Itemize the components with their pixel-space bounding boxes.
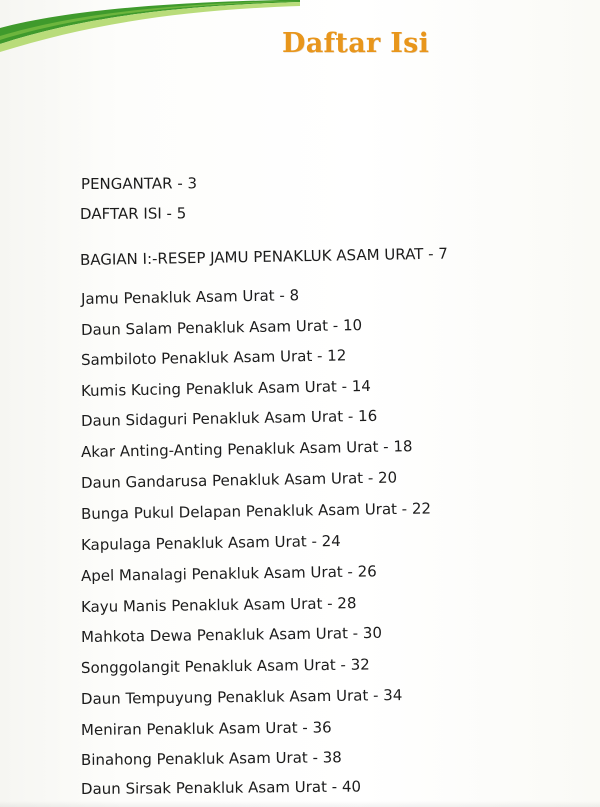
toc-entry[interactable]: Bunga Pukul Delapan Penakluk Asam Urat - 22 (80, 499, 432, 523)
toc-entry[interactable]: PENGANTAR - 3 (80, 174, 198, 193)
toc-entry[interactable]: Daun Salam Penakluk Asam Urat - 10 (80, 316, 363, 339)
toc-entry[interactable]: Daun Tempuyung Penakluk Asam Urat - 34 (80, 686, 403, 708)
toc-entry[interactable]: Sambiloto Penakluk Asam Urat - 12 (80, 346, 347, 369)
toc-entry[interactable]: DAFTAR ISI - 5 (79, 204, 187, 223)
toc-entry[interactable]: Apel Manalagi Penakluk Asam Urat - 26 (80, 562, 377, 585)
toc-entry[interactable]: Binahong Penakluk Asam Urat - 38 (80, 748, 342, 769)
toc-entry[interactable]: Meniran Penakluk Asam Urat - 36 (80, 718, 332, 739)
toc-section-heading[interactable]: BAGIAN I:-RESEP JAMU PENAKLUK ASAM URAT - 7 (79, 244, 449, 269)
toc-entry[interactable]: Kapulaga Penakluk Asam Urat - 24 (80, 531, 341, 554)
toc-entry[interactable]: Songgolangit Penakluk Asam Urat - 32 (80, 655, 370, 677)
toc-entry[interactable]: Jamu Penakluk Asam Urat - 8 (80, 286, 300, 308)
toc-entry[interactable]: Kayu Manis Penakluk Asam Urat - 28 (80, 594, 357, 616)
toc-entry[interactable]: Daun Gandarusa Penakluk Asam Urat - 20 (80, 468, 398, 492)
toc-entry[interactable]: Kumis Kucing Penakluk Asam Urat - 14 (80, 376, 372, 400)
toc-entry[interactable]: Daun Sidaguri Penakluk Asam Urat - 16 (80, 406, 378, 430)
toc-entry[interactable]: Daun Sirsak Penakluk Asam Urat - 40 (80, 777, 362, 798)
page-bottom-shadow (0, 801, 600, 807)
page-title: Daftar Isi (282, 28, 430, 59)
toc-entry[interactable]: Akar Anting-Anting Penakluk Asam Urat - 18 (80, 437, 413, 461)
toc-entry[interactable]: Mahkota Dewa Penakluk Asam Urat - 30 (80, 623, 383, 646)
